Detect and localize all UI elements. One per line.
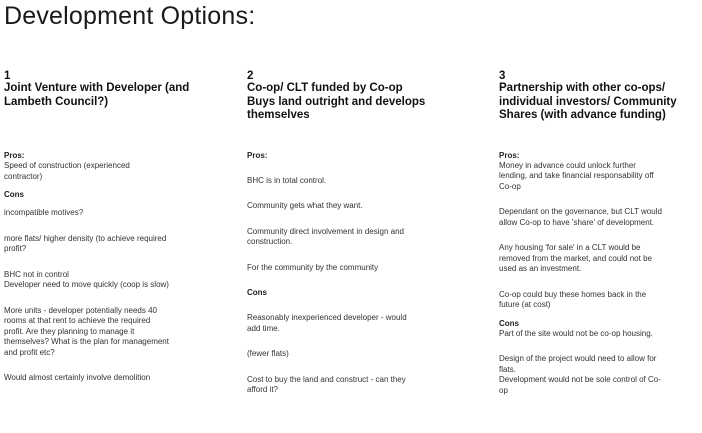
cons-label: Cons [4, 190, 24, 199]
option-heading: Joint Venture with Developer (and Lambeth Council?) [4, 82, 190, 108]
option-heading: Partnership with other co-ops/ individual investors/ Community Shares (with advance funding) [499, 82, 677, 121]
pros-label: Pros: [499, 150, 520, 160]
pros-label: Pros: [4, 151, 25, 160]
cons-item: Reasonably inexperienced developer - would add time. [247, 313, 407, 333]
cons-item: Cost to buy the land and construct - can they afford it? [247, 374, 406, 394]
cons-item: incompatible motives? [4, 208, 84, 217]
pros-item: Co-op could buy these homes back in the future (at cost) [499, 289, 647, 309]
cons-item: Would almost certainly involve demolition [4, 373, 151, 382]
pros-label: Pros: [247, 150, 268, 160]
pros-item: BHC is in total control. [247, 175, 327, 185]
pros-text: Speed of construction (experienced contractor) [4, 161, 130, 181]
cons-item: Part of the site would not be co-op housing. [499, 328, 653, 338]
cons-item: More units - developer potentially needs 40 rooms at that rent to achieve the required profit. Are they planning to manage it themselves? What is the plan for management and profit etc? [4, 305, 169, 357]
option-number: 2 [247, 70, 254, 82]
pros-item: Community gets what they want. [247, 201, 363, 210]
cons-item: more flats/ higher density (to achieve required profit? [4, 233, 167, 253]
option-3-column [499, 70, 699, 396]
pros-item: Community direct involvement in design and construction. [247, 226, 404, 246]
option-1-column [4, 70, 242, 384]
pros-item: For the community by the community [247, 262, 379, 272]
pros-item: Any housing 'for sale' in a CLT would be removed from the market, and could not be used as an investment. [499, 243, 652, 273]
cons-item: BHC not in control Developer need to move quickly (coop is slow) [4, 269, 169, 289]
page-title: Development Options: [4, 2, 256, 30]
cons-item: Design of the project would need to allow for flats. Development would not be sole control of Co- op [499, 354, 661, 395]
option-number: 1 [4, 70, 11, 82]
cons-item: (fewer flats) [247, 349, 289, 358]
cons-label: Cons [247, 288, 267, 297]
option-number: 3 [499, 70, 506, 82]
pros-item: Money in advance could unlock further lending, and take financial responsability off Co-op [499, 160, 654, 191]
option-2-column [247, 70, 489, 396]
option-heading: Co-op/ CLT funded by Co-op Buys land outright and develops themselves [247, 82, 426, 121]
cons-label: Cons [499, 318, 519, 328]
pros-item: Dependant on the governance, but CLT would allow Co-op to have 'share' of development. [499, 207, 662, 227]
